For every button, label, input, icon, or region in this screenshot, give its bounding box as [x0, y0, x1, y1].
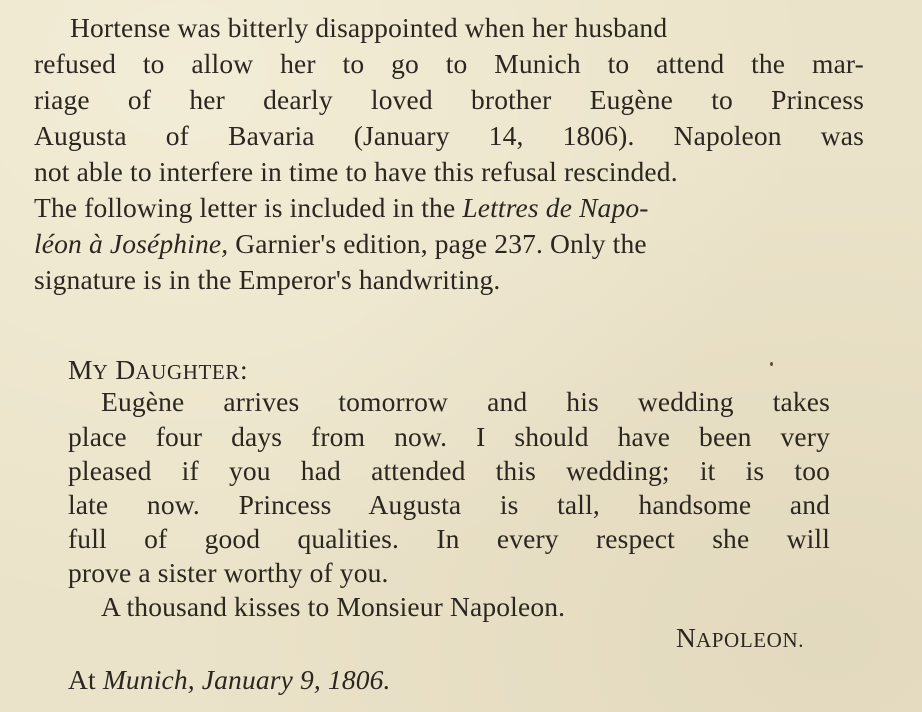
signature-initial: N: [676, 622, 697, 653]
dateline-place-date: Munich, January 9, 1806.: [102, 664, 391, 695]
intro-line: not able to interfere in time to have this refusal rescinded.: [34, 156, 678, 187]
signature: [676, 620, 804, 658]
salutation-initial: M: [68, 354, 93, 385]
letter-line: place four days from now. I should have been very: [68, 421, 830, 452]
intro-line: refused to allow her to go to Munich to attend the mar-: [34, 48, 864, 79]
ink-speck: [770, 362, 773, 366]
intro-line: riage of her dearly loved brother Eugène to Princess: [34, 84, 864, 115]
dateline: [68, 662, 391, 698]
book-title-part: Lettres de Napo-: [462, 192, 649, 223]
intro-line: [34, 226, 647, 262]
letter-line: Eugène arrives tomorrow and his wedding takes: [101, 386, 830, 417]
intro-text: Garnier's edition, page 237. Only the: [235, 228, 647, 259]
letter-line: prove a sister worthy of you.: [68, 557, 389, 588]
intro-text: The following letter is included in the: [34, 192, 456, 223]
intro-line: Hortense was bitterly disappointed when her husband: [70, 12, 668, 43]
salutation-initial: D: [115, 354, 136, 385]
letter-line: full of good qualities. In every respect she will: [68, 523, 830, 554]
letter-line: late now. Princess Augusta is tall, handsome and: [68, 489, 830, 520]
intro-line: Augusta of Bavaria (January 14, 1806). Napoleon was: [34, 120, 864, 151]
salutation-colon: :: [239, 354, 248, 385]
salutation-small: Y: [92, 360, 109, 384]
intro-line: signature is in the Emperor's handwriting.: [34, 264, 501, 295]
letter-closing: A thousand kisses to Monsieur Napoleon.: [101, 591, 566, 622]
dateline-prefix: At: [68, 664, 96, 695]
book-title-part: léon à Joséphine,: [34, 228, 229, 259]
signature-small: APOLEON.: [696, 628, 805, 652]
salutation-small: AUGHTER: [135, 360, 240, 384]
letter-line: pleased if you had attended this wedding; it is too: [68, 455, 830, 486]
intro-line: [34, 190, 649, 226]
